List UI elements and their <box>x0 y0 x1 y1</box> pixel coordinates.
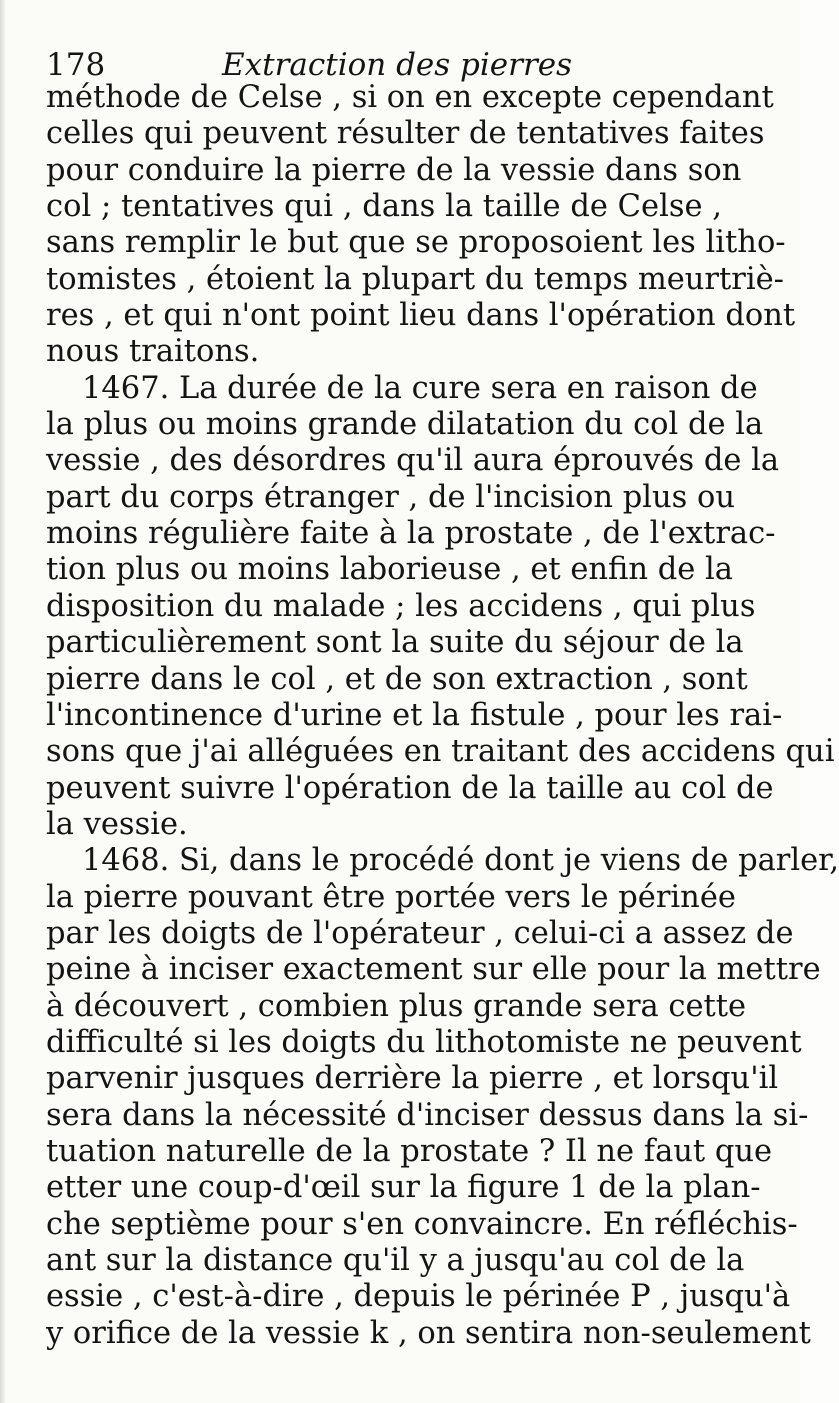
text-line: tion plus ou moins laborieuse , et enfin de la <box>46 552 733 588</box>
text-line: che septième pour s'en convaincre. En réfléchis- <box>46 1206 798 1242</box>
paragraph-1467-start: 1467. La durée de la cure sera en raison de <box>82 370 758 406</box>
text-line: tomistes , étoient la plupart du temps meurtriè- <box>46 261 784 297</box>
text-line: la vessie. <box>46 806 188 842</box>
text-line: sans remplir le but que se proposoient les litho- <box>46 225 786 261</box>
text-line: ant sur la distance qu'il y a jusqu'au col de la <box>46 1243 745 1278</box>
page-number: 178 <box>46 47 106 83</box>
body-text <box>46 80 839 1352</box>
text-line: peuvent suivre l'opération de la taille au col de <box>46 770 774 806</box>
text-line: tuation naturelle de la prostate ? Il ne faut que <box>46 1133 773 1169</box>
text-line: par les doigts de l'opérateur , celui-ci a assez de <box>46 915 794 951</box>
text-line: la pierre pouvant être portée vers le périnée <box>46 879 736 915</box>
text-line: peine à inciser exactement sur elle pour la mettre <box>46 952 821 988</box>
paragraph-1468-start: 1468. Si, dans le procédé dont je viens de parler, <box>82 843 839 879</box>
text-line: moins régulière faite à la prostate , de l'extrac- <box>46 516 776 552</box>
text-line: sera dans la nécessité d'inciser dessus dans la si- <box>46 1097 809 1133</box>
text-line: col ; tentatives qui , dans la taille de Celse , <box>46 189 722 225</box>
running-title: Extraction des pierres <box>222 47 573 83</box>
text-line: celles qui peuvent résulter de tentatives faites <box>46 116 765 152</box>
text-line: difficulté si les doigts du lithotomiste ne peuvent <box>46 1024 802 1060</box>
text-line: parvenir jusques derrière la pierre , et lorsqu'il <box>46 1061 779 1097</box>
text-line: essie , c'est-à-dire , depuis le périnée P , jusqu'à <box>46 1279 791 1315</box>
text-line: la plus ou moins grande dilatation du col de la <box>46 407 764 443</box>
text-line: res , et qui n'ont point lieu dans l'opération dont <box>46 298 796 334</box>
text-line: y orifice de la vessie k , on sentira non-seulement <box>46 1315 811 1351</box>
text-line: etter une coup-d'œil sur la figure 1 de la plan- <box>46 1170 761 1206</box>
text-line: vessie , des désordres qu'il aura éprouvés de la <box>46 443 780 479</box>
text-line: à découvert , combien plus grande sera cette <box>46 988 747 1024</box>
text-line: disposition du malade ; les accidens , qui plus <box>46 588 756 624</box>
text-line: part du corps étranger , de l'incision plus ou <box>46 479 735 515</box>
text-line: l'incontinence d'urine et la fistule , pour les rai- <box>46 697 783 733</box>
text-line: pierre dans le col , et de son extraction , sont <box>46 661 748 697</box>
text-line: méthode de Celse , si on en excepte cependant <box>46 80 774 115</box>
page-gutter-shadow <box>0 0 6 1403</box>
text-line: particulièrement sont la suite du séjour de la <box>46 625 744 661</box>
text-line: sons que j'ai alléguées en traitant des accidens qui <box>46 734 835 770</box>
text-line: pour conduire la pierre de la vessie dans son <box>46 152 742 188</box>
text-line: nous traitons. <box>46 334 260 370</box>
